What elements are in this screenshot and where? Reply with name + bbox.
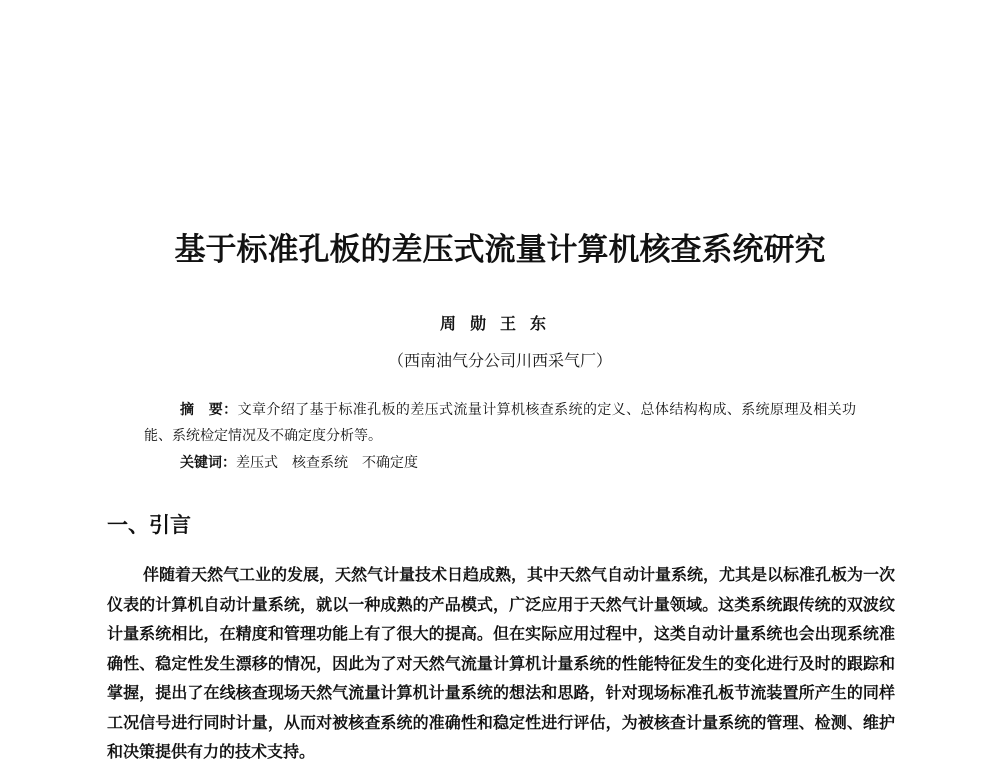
section-heading: 一、引言 [107,513,191,537]
abstract-text: 文章介绍了基于标准孔板的差压式流量计算机核查系统的定义、总体结构构成、系统原理及相关功能、系统检定情况及不确定度分析等。 [144,402,857,444]
paper-title: 基于标准孔板的差压式流量计算机核查系统研究 [174,232,826,268]
abstract-label: 摘 要： [180,402,238,418]
abstract [144,397,856,449]
intro-paragraph: 伴随着天然气工业的发展，天然气计量技术日趋成熟，其中天然气自动计量系统，尤其是以标准孔板为一次仪表的计算机自动计量系统，就以一种成熟的产品模式，广泛应用于天然气计量领域。这类系统跟传统的双波纹计量系统相比，在精度和管理功能上有了很大的提高。但在实际应用过程中，这类自动计量系统也会出现系统准确性、稳定性发生漂移的情况，因此为了对天然气流量计算机计量系统的性能特征发生的变化进行及时的跟踪和掌握，提出了在线核查现场天然气流量计算机计量系统的想法和思路，针对现场标准孔板节流装置所产生的同样工况信号进行同时计量，从而对被核查系统的准确性和稳定性进行评估，为被核查计量系统的管理、检测、维护和决策提供有力的技术支持。 [107,565,896,761]
affiliation: （西南油气分公司川西采气厂） [387,351,612,370]
keywords-text: 差压式 核查系统 不确定度 [236,455,418,471]
authors: 周勋王东 [439,314,560,333]
keywords [180,450,860,476]
keywords-label: 关键词： [180,455,236,471]
